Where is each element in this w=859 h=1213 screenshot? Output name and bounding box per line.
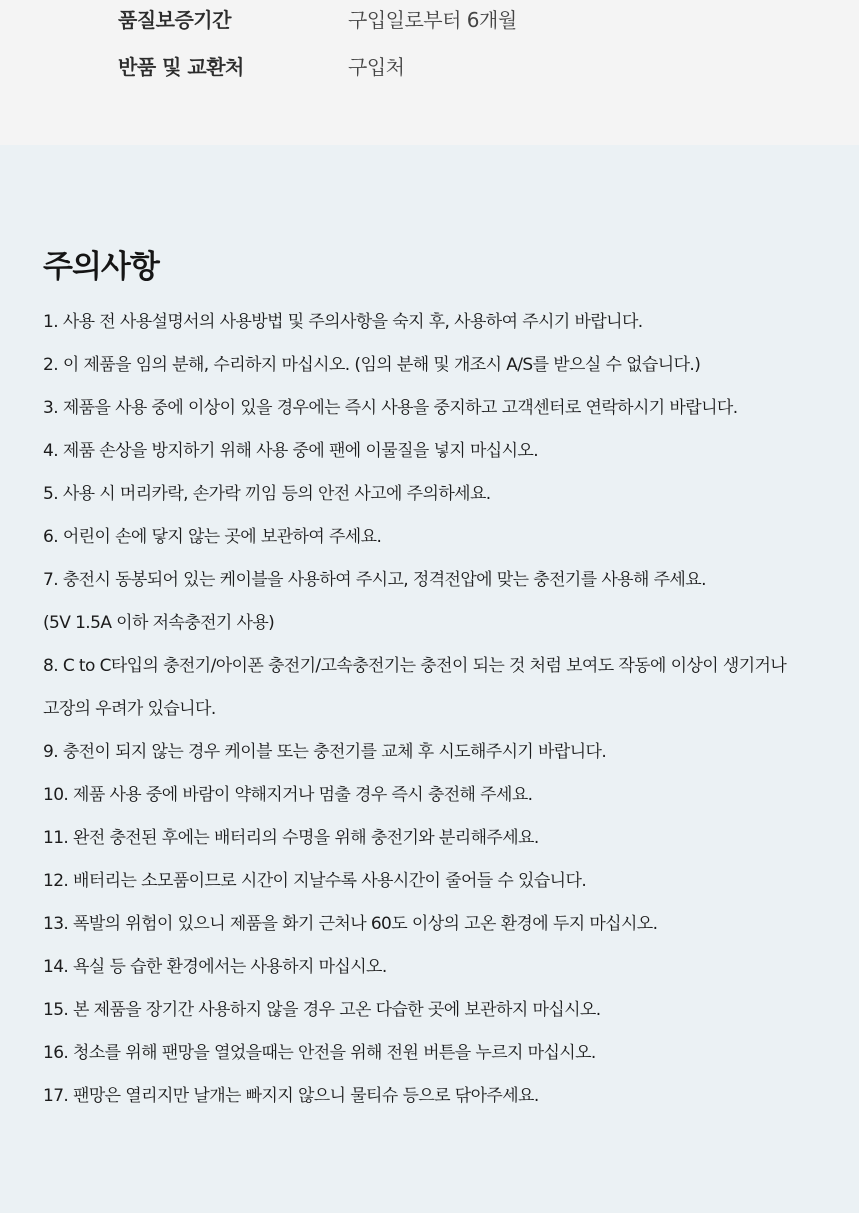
caution-list [43,310,843,1127]
return-exchange-label: 반품 및 교환처 [118,55,244,79]
caution-item-13: 13. 폭발의 위험이 있으니 제품을 화기 근처나 60도 이상의 고온 환경에 두지 마십시오. [43,914,658,934]
warranty-row [0,4,859,44]
caution-item-10: 10. 제품 사용 중에 바람이 약해지거나 멈출 경우 즉시 충전해 주세요. [43,785,533,805]
warranty-label: 품질보증기간 [118,8,231,32]
caution-item-8-continued: 고장의 우려가 있습니다. [43,699,216,719]
caution-item-4: 4. 제품 손상을 방지하기 위해 사용 중에 팬에 이물질을 넣지 마십시오. [43,441,539,461]
caution-item-7-note: (5V 1.5A 이하 저속충전기 사용) [43,613,275,633]
caution-section [0,145,859,1213]
caution-item-7: 7. 충전시 동봉되어 있는 케이블을 사용하여 주시고, 정격전압에 맞는 충전기를 사용해 주세요. [43,570,706,590]
caution-item-14: 14. 욕실 등 습한 환경에서는 사용하지 마십시오. [43,957,387,977]
caution-item-2: 2. 이 제품을 임의 분해, 수리하지 마십시오. (임의 분해 및 개조시 A/S를 받으실 수 없습니다.) [43,355,701,375]
caution-item-12: 12. 배터리는 소모품이므로 시간이 지날수록 사용시간이 줄어들 수 있습니다. [43,871,587,891]
caution-item-8: 8. C to C타입의 충전기/아이폰 충전기/고속충전기는 충전이 되는 것 처럼 보여도 작동에 이상이 생기거나 [43,656,787,676]
caution-item-1: 1. 사용 전 사용설명서의 사용방법 및 주의사항을 숙지 후, 사용하여 주시기 바랍니다. [43,312,643,332]
caution-item-3: 3. 제품을 사용 중에 이상이 있을 경우에는 즉시 사용을 중지하고 고객센터로 연락하시기 바랍니다. [43,398,738,418]
caution-item-17: 17. 팬망은 열리지만 날개는 빠지지 않으니 물티슈 등으로 닦아주세요. [43,1086,539,1106]
caution-item-6: 6. 어린이 손에 닿지 않는 곳에 보관하여 주세요. [43,527,382,547]
product-info-section [0,0,859,145]
return-exchange-value: 구입처 [348,55,405,79]
return-exchange-row [0,51,859,91]
caution-item-9: 9. 충전이 되지 않는 경우 케이블 또는 충전기를 교체 후 시도해주시기 바랍니다. [43,742,607,762]
caution-item-5: 5. 사용 시 머리카락, 손가락 끼임 등의 안전 사고에 주의하세요. [43,484,491,504]
caution-item-11: 11. 완전 충전된 후에는 배터리의 수명을 위해 충전기와 분리해주세요. [43,828,539,848]
caution-item-16: 16. 청소를 위해 팬망을 열었을때는 안전을 위해 전원 버튼을 누르지 마십시오. [43,1043,596,1063]
warranty-value: 구입일로부터 6개월 [348,8,517,32]
caution-item-15: 15. 본 제품을 장기간 사용하지 않을 경우 고온 다습한 곳에 보관하지 마십시오. [43,1000,601,1020]
caution-title: 주의사항 [43,249,159,285]
